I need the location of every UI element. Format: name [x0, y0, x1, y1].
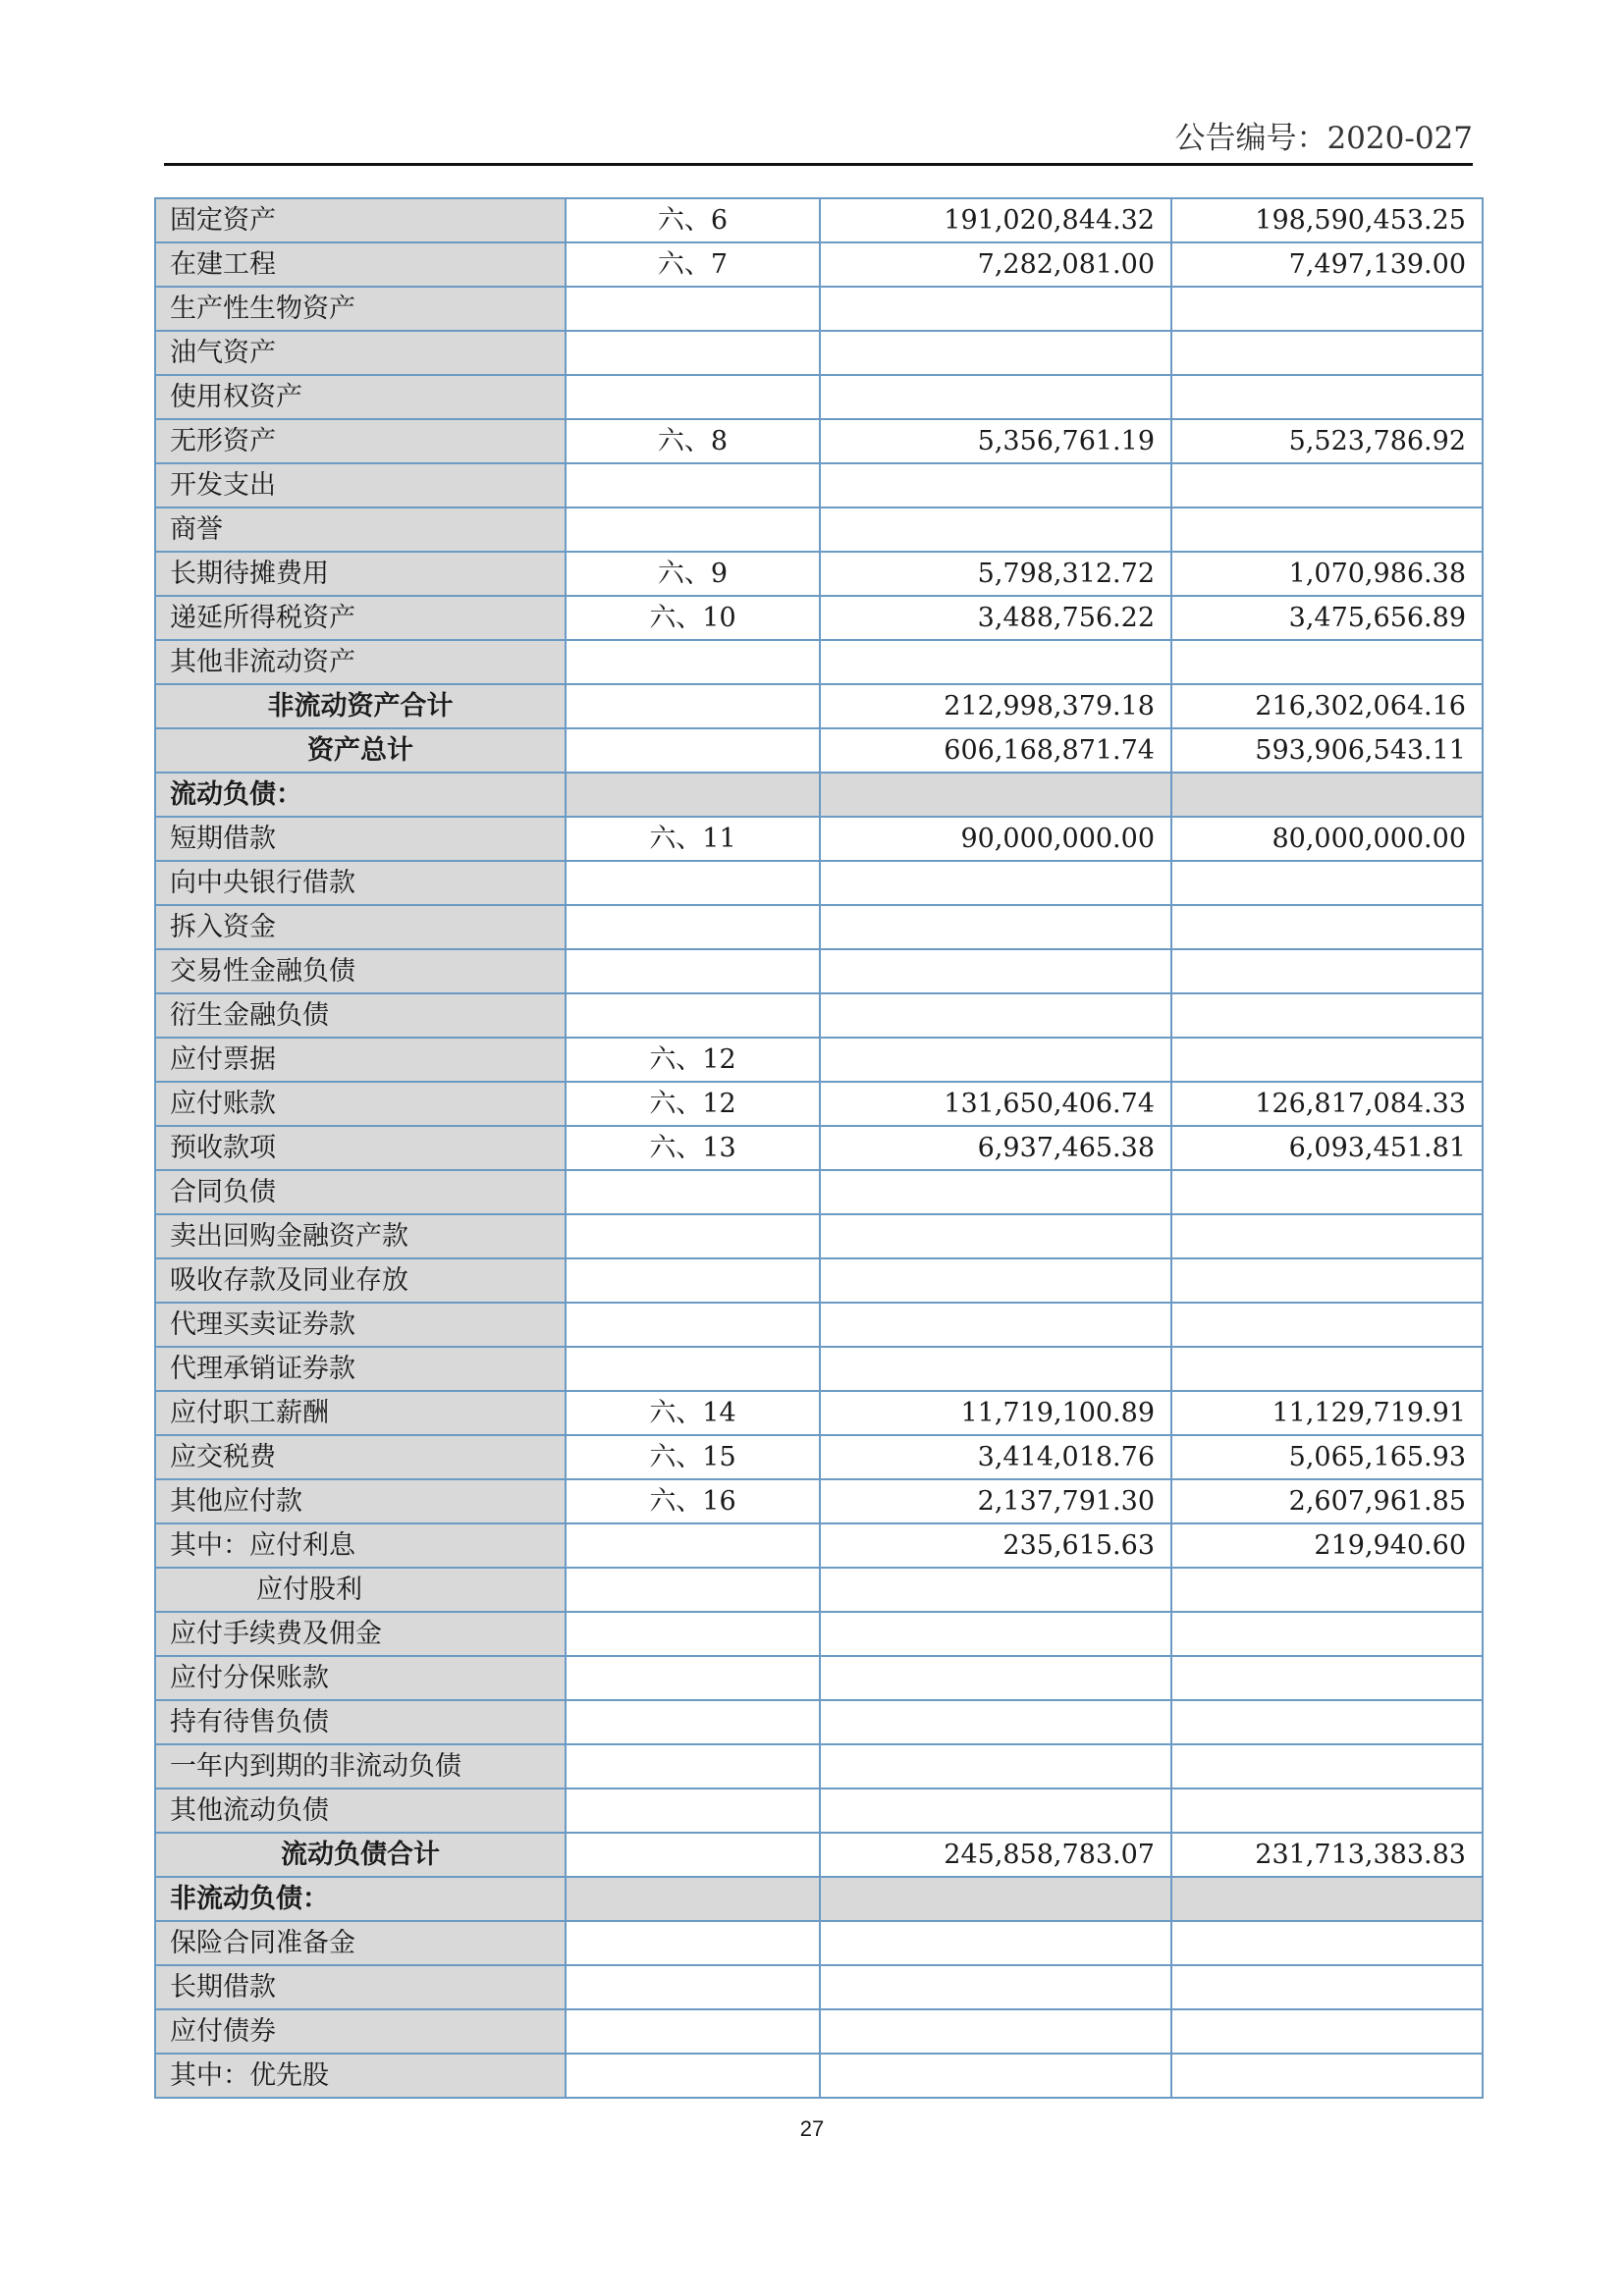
current-period-amount-cell	[820, 1656, 1171, 1700]
table-row	[155, 1258, 1483, 1303]
note-reference-cell	[566, 1347, 820, 1391]
note-reference-cell	[566, 949, 820, 993]
line-item-label: 应付分保账款	[155, 1656, 566, 1700]
table-row	[155, 331, 1483, 375]
current-period-amount-cell: 11,719,100.89	[820, 1391, 1171, 1435]
current-period-amount-cell	[820, 2054, 1171, 2098]
prior-period-amount-cell	[1171, 905, 1483, 949]
current-period-amount-cell	[820, 949, 1171, 993]
line-item-label: 吸收存款及同业存放	[155, 1258, 566, 1303]
table-row	[155, 1170, 1483, 1214]
table-row	[155, 2054, 1483, 2098]
note-reference-cell	[566, 331, 820, 375]
prior-period-amount-cell: 2,607,961.85	[1171, 1479, 1483, 1523]
prior-period-amount-cell	[1171, 2009, 1483, 2054]
current-period-amount-cell: 2,137,791.30	[820, 1479, 1171, 1523]
prior-period-amount-cell	[1171, 1258, 1483, 1303]
prior-period-amount-cell: 593,906,543.11	[1171, 728, 1483, 773]
table-row	[155, 1303, 1483, 1347]
prior-period-amount-cell: 5,065,165.93	[1171, 1435, 1483, 1479]
note-reference-cell: 六、10	[566, 596, 820, 640]
line-item-label: 向中央银行借款	[155, 861, 566, 905]
note-reference-cell: 六、12	[566, 1038, 820, 1082]
table-row	[155, 817, 1483, 861]
section-row	[155, 1877, 1483, 1921]
line-item-label: 其中：优先股	[155, 2054, 566, 2098]
current-period-amount-cell: 7,282,081.00	[820, 242, 1171, 287]
table-row	[155, 375, 1483, 419]
current-period-amount-cell	[820, 1744, 1171, 1789]
current-period-amount-cell	[820, 905, 1171, 949]
current-period-amount-cell: 6,937,465.38	[820, 1126, 1171, 1170]
note-reference-cell	[566, 287, 820, 331]
note-reference-cell	[566, 463, 820, 507]
current-period-amount-cell	[820, 507, 1171, 552]
line-item-label: 其他应付款	[155, 1479, 566, 1523]
line-item-label: 交易性金融负债	[155, 949, 566, 993]
current-period-amount-cell	[820, 1965, 1171, 2009]
prior-period-amount-cell: 198,590,453.25	[1171, 198, 1483, 242]
table-row	[155, 1612, 1483, 1656]
table-row	[155, 861, 1483, 905]
note-reference-cell: 六、6	[566, 198, 820, 242]
line-item-label: 其中：应付利息	[155, 1523, 566, 1568]
table-row	[155, 463, 1483, 507]
note-reference-cell	[566, 1656, 820, 1700]
table-row	[155, 2009, 1483, 2054]
prior-period-amount-cell: 216,302,064.16	[1171, 684, 1483, 728]
table-row	[155, 1568, 1483, 1612]
note-reference-cell	[566, 507, 820, 552]
current-period-amount-cell	[820, 1789, 1171, 1833]
table-row	[155, 287, 1483, 331]
table-row	[155, 1700, 1483, 1744]
current-period-amount-cell	[820, 331, 1171, 375]
note-reference-cell	[566, 2054, 820, 2098]
note-reference-cell	[566, 1833, 820, 1877]
current-period-amount-cell: 5,798,312.72	[820, 552, 1171, 596]
current-period-amount-cell	[820, 773, 1171, 817]
balance-sheet-table	[154, 197, 1484, 2099]
current-period-amount-cell: 3,414,018.76	[820, 1435, 1171, 1479]
note-reference-cell	[566, 1214, 820, 1258]
note-reference-cell: 六、11	[566, 817, 820, 861]
current-period-amount-cell	[820, 1700, 1171, 1744]
current-period-amount-cell	[820, 1258, 1171, 1303]
table-row	[155, 1126, 1483, 1170]
current-period-amount-cell: 212,998,379.18	[820, 684, 1171, 728]
prior-period-amount-cell	[1171, 1038, 1483, 1082]
table-row	[155, 1789, 1483, 1833]
line-item-label: 非流动负债：	[155, 1877, 566, 1921]
note-reference-cell	[566, 1612, 820, 1656]
prior-period-amount-cell: 219,940.60	[1171, 1523, 1483, 1568]
line-item-label: 油气资产	[155, 331, 566, 375]
table-row	[155, 596, 1483, 640]
current-period-amount-cell	[820, 1347, 1171, 1391]
table-row	[155, 419, 1483, 463]
prior-period-amount-cell	[1171, 1965, 1483, 2009]
current-period-amount-cell	[820, 463, 1171, 507]
line-item-label: 生产性生物资产	[155, 287, 566, 331]
prior-period-amount-cell	[1171, 2054, 1483, 2098]
prior-period-amount-cell: 6,093,451.81	[1171, 1126, 1483, 1170]
table-row	[155, 242, 1483, 287]
current-period-amount-cell	[820, 640, 1171, 684]
note-reference-cell	[566, 1303, 820, 1347]
current-period-amount-cell	[820, 2009, 1171, 2054]
table-row	[155, 1214, 1483, 1258]
prior-period-amount-cell	[1171, 463, 1483, 507]
current-period-amount-cell: 606,168,871.74	[820, 728, 1171, 773]
line-item-label: 应付职工薪酬	[155, 1391, 566, 1435]
line-item-label: 应付票据	[155, 1038, 566, 1082]
line-item-label: 其他流动负债	[155, 1789, 566, 1833]
table-row	[155, 905, 1483, 949]
prior-period-amount-cell	[1171, 331, 1483, 375]
table-row	[155, 1921, 1483, 1965]
note-reference-cell	[566, 684, 820, 728]
prior-period-amount-cell	[1171, 375, 1483, 419]
current-period-amount-cell: 5,356,761.19	[820, 419, 1171, 463]
prior-period-amount-cell	[1171, 640, 1483, 684]
note-reference-cell	[566, 905, 820, 949]
current-period-amount-cell: 191,020,844.32	[820, 198, 1171, 242]
note-reference-cell	[566, 1965, 820, 2009]
note-reference-cell	[566, 2009, 820, 2054]
line-item-label: 固定资产	[155, 198, 566, 242]
prior-period-amount-cell	[1171, 1303, 1483, 1347]
current-period-amount-cell	[820, 375, 1171, 419]
line-item-label: 短期借款	[155, 817, 566, 861]
note-reference-cell	[566, 1744, 820, 1789]
current-period-amount-cell	[820, 1214, 1171, 1258]
line-item-label: 流动负债：	[155, 773, 566, 817]
note-reference-cell	[566, 1789, 820, 1833]
prior-period-amount-cell	[1171, 1347, 1483, 1391]
current-period-amount-cell	[820, 861, 1171, 905]
line-item-label: 在建工程	[155, 242, 566, 287]
line-item-label: 拆入资金	[155, 905, 566, 949]
line-item-label: 代理承销证券款	[155, 1347, 566, 1391]
note-reference-cell: 六、12	[566, 1082, 820, 1126]
prior-period-amount-cell	[1171, 1877, 1483, 1921]
total-row	[155, 684, 1483, 728]
page-number: 27	[799, 2116, 825, 2141]
line-item-label: 使用权资产	[155, 375, 566, 419]
note-reference-cell	[566, 1170, 820, 1214]
line-item-label: 其他非流动资产	[155, 640, 566, 684]
line-item-label: 一年内到期的非流动负债	[155, 1744, 566, 1789]
line-item-label: 代理买卖证券款	[155, 1303, 566, 1347]
current-period-amount-cell	[820, 1038, 1171, 1082]
prior-period-amount-cell	[1171, 773, 1483, 817]
note-reference-cell	[566, 640, 820, 684]
prior-period-amount-cell	[1171, 287, 1483, 331]
prior-period-amount-cell	[1171, 1656, 1483, 1700]
note-reference-cell: 六、15	[566, 1435, 820, 1479]
prior-period-amount-cell	[1171, 1170, 1483, 1214]
note-reference-cell	[566, 1258, 820, 1303]
announcement-number: 公告编号：2020-027	[1174, 121, 1473, 156]
table-row	[155, 1965, 1483, 2009]
line-item-label: 应交税费	[155, 1435, 566, 1479]
line-item-label: 应付债券	[155, 2009, 566, 2054]
table-row	[155, 1082, 1483, 1126]
prior-period-amount-cell: 231,713,383.83	[1171, 1833, 1483, 1877]
table-row	[155, 640, 1483, 684]
line-item-label: 长期待摊费用	[155, 552, 566, 596]
note-reference-cell: 六、16	[566, 1479, 820, 1523]
note-reference-cell	[566, 1523, 820, 1568]
current-period-amount-cell: 235,615.63	[820, 1523, 1171, 1568]
current-period-amount-cell	[820, 1612, 1171, 1656]
prior-period-amount-cell	[1171, 1568, 1483, 1612]
section-row	[155, 773, 1483, 817]
line-item-label: 递延所得税资产	[155, 596, 566, 640]
note-reference-cell: 六、9	[566, 552, 820, 596]
note-reference-cell: 六、13	[566, 1126, 820, 1170]
table-row	[155, 1744, 1483, 1789]
line-item-label: 应付账款	[155, 1082, 566, 1126]
current-period-amount-cell: 90,000,000.00	[820, 817, 1171, 861]
line-item-label: 应付手续费及佣金	[155, 1612, 566, 1656]
prior-period-amount-cell: 126,817,084.33	[1171, 1082, 1483, 1126]
prior-period-amount-cell: 7,497,139.00	[1171, 242, 1483, 287]
prior-period-amount-cell	[1171, 949, 1483, 993]
line-item-label: 预收款项	[155, 1126, 566, 1170]
document-header	[164, 108, 1473, 166]
current-period-amount-cell	[820, 1877, 1171, 1921]
note-reference-cell	[566, 375, 820, 419]
prior-period-amount-cell	[1171, 1744, 1483, 1789]
prior-period-amount-cell: 11,129,719.91	[1171, 1391, 1483, 1435]
note-reference-cell: 六、14	[566, 1391, 820, 1435]
line-item-label: 合同负债	[155, 1170, 566, 1214]
table-row	[155, 1038, 1483, 1082]
table-row	[155, 1347, 1483, 1391]
note-reference-cell	[566, 773, 820, 817]
table-row	[155, 1656, 1483, 1700]
line-item-label: 无形资产	[155, 419, 566, 463]
note-reference-cell	[566, 1700, 820, 1744]
note-reference-cell	[566, 1921, 820, 1965]
line-item-label: 商誉	[155, 507, 566, 552]
table-row	[155, 1435, 1483, 1479]
prior-period-amount-cell	[1171, 861, 1483, 905]
prior-period-amount-cell	[1171, 1612, 1483, 1656]
line-item-label: 非流动资产合计	[155, 684, 566, 728]
current-period-amount-cell: 245,858,783.07	[820, 1833, 1171, 1877]
prior-period-amount-cell	[1171, 1921, 1483, 1965]
table-row	[155, 1479, 1483, 1523]
table-row	[155, 198, 1483, 242]
current-period-amount-cell	[820, 287, 1171, 331]
table-row	[155, 949, 1483, 993]
note-reference-cell: 六、8	[566, 419, 820, 463]
table-row	[155, 507, 1483, 552]
line-item-label: 流动负债合计	[155, 1833, 566, 1877]
prior-period-amount-cell	[1171, 1214, 1483, 1258]
table-row	[155, 1523, 1483, 1568]
prior-period-amount-cell: 3,475,656.89	[1171, 596, 1483, 640]
table-row	[155, 1391, 1483, 1435]
current-period-amount-cell	[820, 993, 1171, 1038]
line-item-label: 卖出回购金融资产款	[155, 1214, 566, 1258]
prior-period-amount-cell: 1,070,986.38	[1171, 552, 1483, 596]
line-item-label: 保险合同准备金	[155, 1921, 566, 1965]
total-row	[155, 1833, 1483, 1877]
line-item-label: 衍生金融负债	[155, 993, 566, 1038]
note-reference-cell	[566, 1568, 820, 1612]
line-item-label: 持有待售负债	[155, 1700, 566, 1744]
note-reference-cell	[566, 993, 820, 1038]
note-reference-cell	[566, 728, 820, 773]
current-period-amount-cell	[820, 1303, 1171, 1347]
line-item-label: 长期借款	[155, 1965, 566, 2009]
note-reference-cell	[566, 1877, 820, 1921]
prior-period-amount-cell	[1171, 993, 1483, 1038]
current-period-amount-cell	[820, 1170, 1171, 1214]
line-item-label: 应付股利	[155, 1568, 566, 1612]
prior-period-amount-cell	[1171, 507, 1483, 552]
current-period-amount-cell: 3,488,756.22	[820, 596, 1171, 640]
total-row	[155, 728, 1483, 773]
current-period-amount-cell: 131,650,406.74	[820, 1082, 1171, 1126]
current-period-amount-cell	[820, 1568, 1171, 1612]
balance-sheet-body	[155, 198, 1483, 2098]
note-reference-cell	[566, 861, 820, 905]
note-reference-cell: 六、7	[566, 242, 820, 287]
prior-period-amount-cell: 80,000,000.00	[1171, 817, 1483, 861]
line-item-label: 资产总计	[155, 728, 566, 773]
prior-period-amount-cell	[1171, 1700, 1483, 1744]
table-row	[155, 993, 1483, 1038]
line-item-label: 开发支出	[155, 463, 566, 507]
prior-period-amount-cell	[1171, 1789, 1483, 1833]
current-period-amount-cell	[820, 1921, 1171, 1965]
prior-period-amount-cell: 5,523,786.92	[1171, 419, 1483, 463]
table-row	[155, 552, 1483, 596]
